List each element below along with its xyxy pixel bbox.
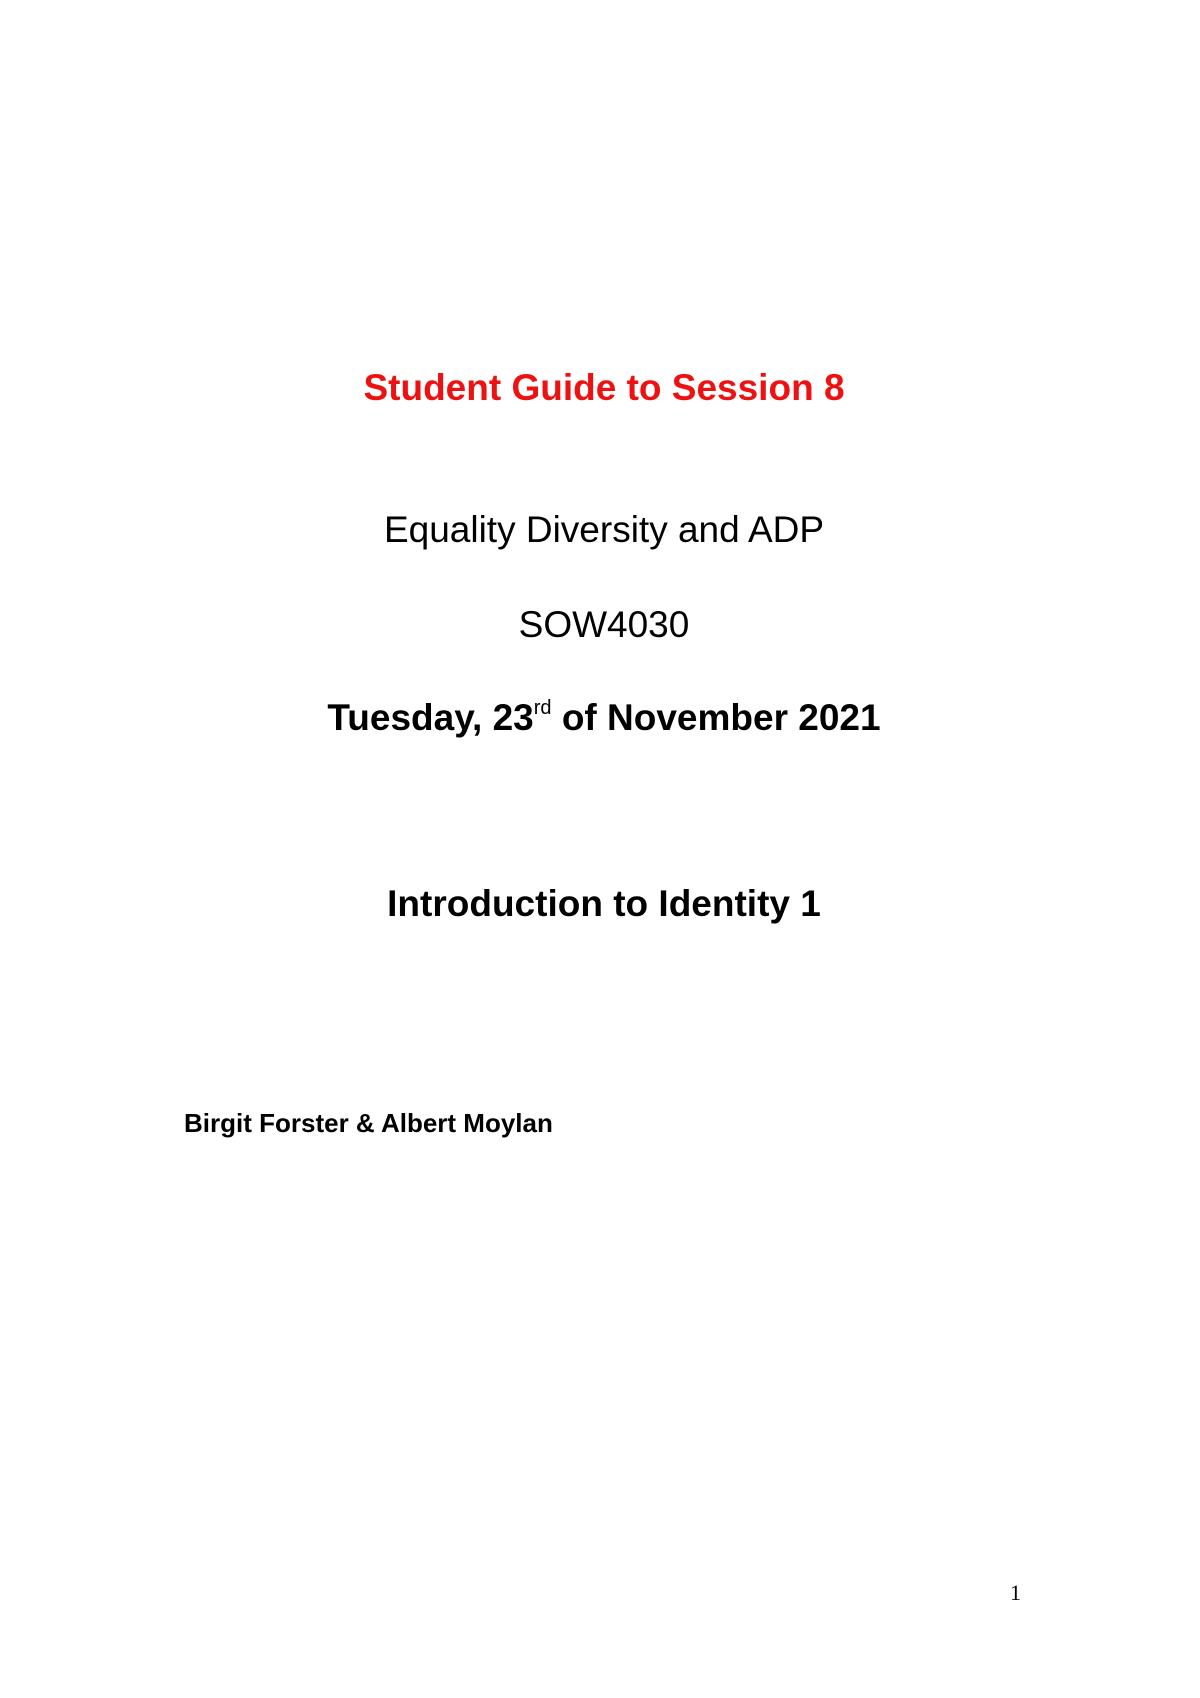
date-ordinal-suffix: rd — [533, 697, 552, 719]
session-date — [0, 697, 1200, 739]
date-rest: of November 2021 — [551, 697, 881, 738]
page-number: 1 — [1010, 1580, 1021, 1605]
course-name: Equality Diversity and ADP — [383, 509, 825, 550]
authors: Birgit Forster & Albert Moylan — [184, 1108, 553, 1138]
document-title: Student Guide to Session 8 — [363, 367, 845, 408]
date-prefix: Tuesday, 23 — [327, 697, 534, 738]
course-code: SOW4030 — [518, 604, 690, 645]
session-topic: Introduction to Identity 1 — [387, 883, 821, 924]
